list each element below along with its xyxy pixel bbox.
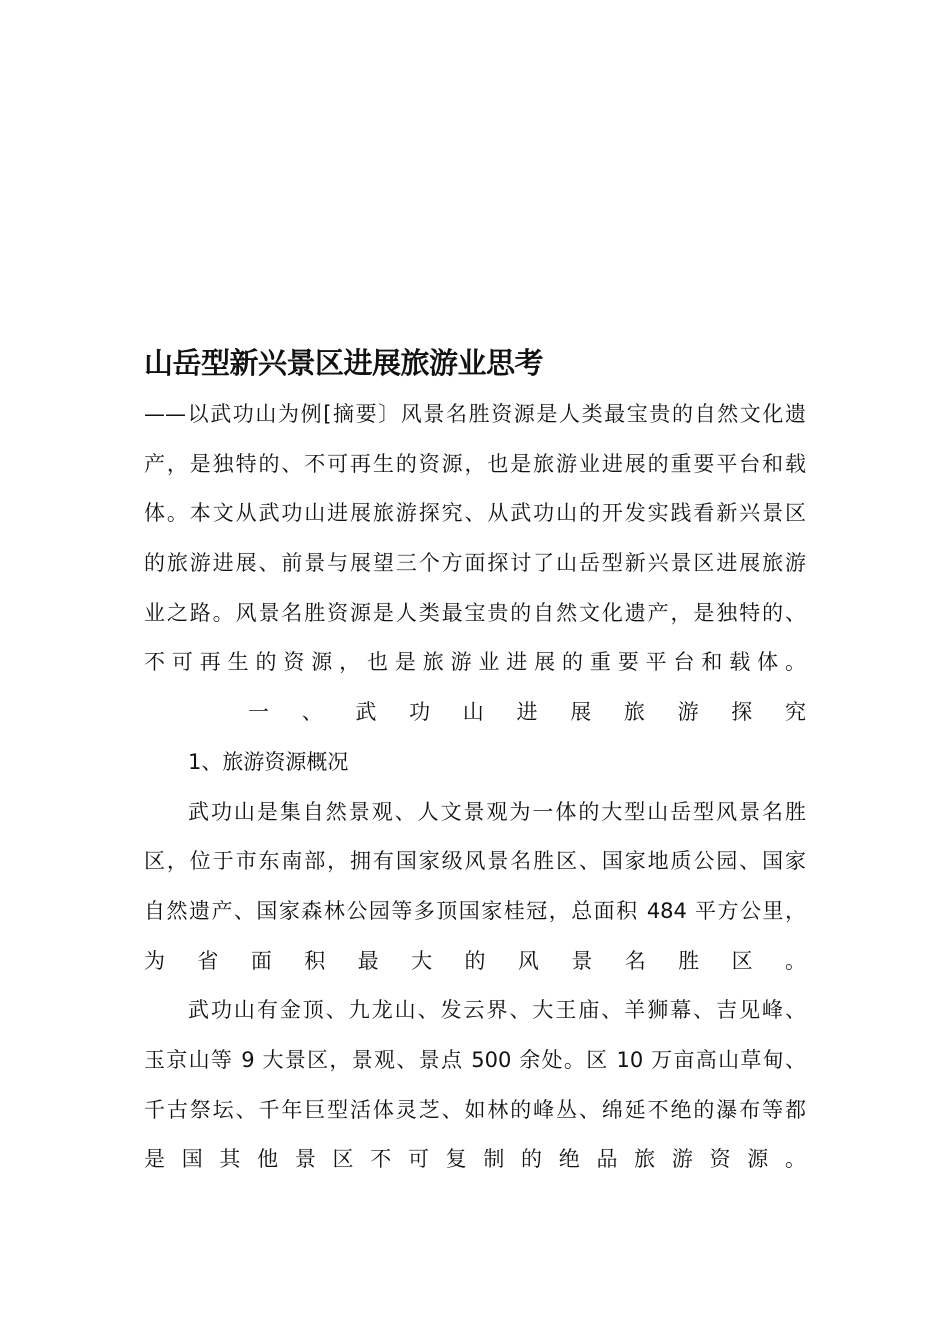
text-line: 自然遗产、国家森林公园等多顶国家桂冠，总面积 484 平方公里， (144, 898, 806, 923)
text-line: 武功山有金顶、九龙山、发云界、大王庙、羊狮幕、吉见峰、 (188, 998, 806, 1023)
subsection-heading: 1、旅游资源概况 (188, 749, 349, 774)
text-line: 业之路。风景名胜资源是人类最宝贵的自然文化遗产，是独特的、 (144, 600, 806, 625)
text-line: 为省面积最大的风景名胜区。 (144, 948, 806, 973)
text-line: 武功山是集自然景观、人文景观为一体的大型山岳型风景名胜 (188, 799, 806, 824)
text-line: ——以武功山为例[摘要〕风景名胜资源是人类最宝贵的自然文化遗 (144, 402, 806, 426)
text-line: 是国其他景区不可复制的绝品旅游资源。 (144, 1147, 806, 1172)
text-line: 区，位于市东南部，拥有国家级风景名胜区、国家地质公园、国家 (144, 849, 806, 874)
text-line: 不可再生的资源，也是旅游业进展的重要平台和载体。 (144, 650, 806, 675)
text-line: 的旅游进展、前景与展望三个方面探讨了山岳型新兴景区进展旅游 (144, 551, 806, 576)
text-line: 玉京山等 9 大景区，景观、景点 500 余处。区 10 万亩高山草甸、 (144, 1047, 806, 1072)
section-heading: 一、武功山进展旅游探究 (248, 700, 806, 725)
text-line: 体。本文从武功山进展旅游探究、从武功山的开发实践看新兴景区 (144, 501, 806, 526)
document-body (144, 390, 806, 1185)
text-line: 产，是独特的、不可再生的资源，也是旅游业进展的重要平台和载 (144, 451, 806, 476)
document-title: 山岳型新兴景区进展旅游业思考 (144, 346, 544, 380)
text-line: 千古祭坛、千年巨型活体灵芝、如林的峰丛、绵延不绝的瀑布等都 (144, 1097, 806, 1122)
